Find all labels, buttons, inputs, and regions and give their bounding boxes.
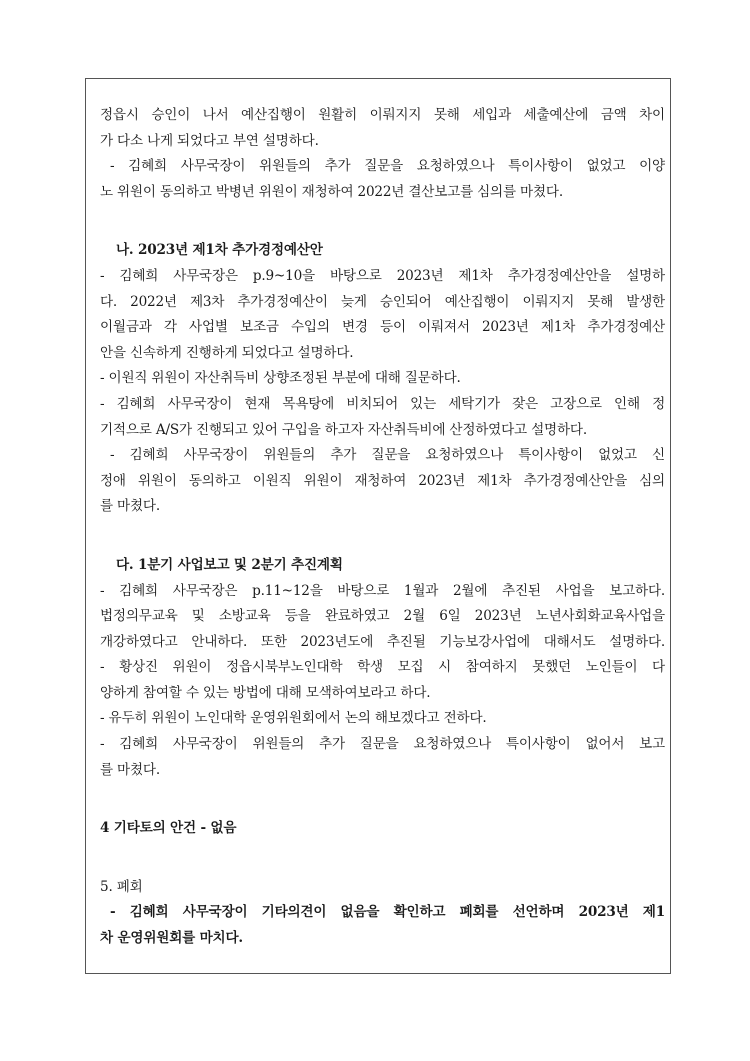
paragraph-line: 개강하였다고 안내하다. 또한 2023년도에 추진될 기능보강사업에 대해서도 설명하다.	[100, 633, 665, 650]
paragraph-line: - 김혜희 사무국장이 위원들의 추가 질문을 요청하였으나 특이사항이 없어서 보고	[100, 736, 665, 753]
paragraph-line: 다. 2022년 제3차 추가경정예산이 늦게 승인되어 예산집행이 이뤄지지 못해 발생한	[100, 293, 665, 310]
paragraph-line: - 황상진 위원이 정읍시북부노인대학 학생 모집 시 참여하지 못했던 노인들이 다	[100, 659, 665, 676]
document-body	[100, 103, 665, 952]
paragraph-line: - 김혜희 사무국장이 위원들의 추가 질문을 요청하였으나 특이사항이 없었고 이양	[110, 158, 665, 175]
section-heading-5: 5. 폐회	[100, 878, 143, 895]
paragraph-line: - 유두히 위원이 노인대학 운영위원회에서 논의 해보겠다고 전하다.	[100, 710, 487, 727]
paragraph-line: 를 마쳤다.	[100, 761, 160, 778]
paragraph-line: 정애 위원이 동의하고 이원직 위원이 재청하여 2023년 제1차 추가경정예산안을 심의	[100, 472, 665, 489]
paragraph-line: 차 운영위원회를 마치다.	[100, 930, 243, 947]
paragraph-line: 기적으로 A/S가 진행되고 있어 구입을 하고자 자산취득비에 산정하였다고 설명하다.	[100, 421, 587, 438]
section-heading-na: 나. 2023년 제1차 추가경정예산안	[116, 242, 323, 259]
section-heading-4: 4 기타토의 안건 - 없음	[100, 820, 237, 837]
paragraph-line: 안을 신속하게 진행하게 되었다고 설명하다.	[100, 344, 354, 361]
paragraph-line: 이월금과 각 사업별 보조금 수입의 변경 등이 이뤄져서 2023년 제1차 추가경정예산	[100, 319, 665, 336]
paragraph-line: - 김혜희 사무국장은 p.11~12을 바탕으로 1월과 2월에 추진된 사업을 보고하다.	[100, 582, 665, 599]
paragraph-line: 를 마쳤다.	[100, 498, 160, 515]
paragraph-line: - 김혜희 사무국장이 현재 목욕탕에 비치되어 있는 세탁기가 잦은 고장으로 인해 정	[100, 395, 665, 412]
paragraph-line: 법정의무교육 및 소방교육 등을 완료하였고 2월 6일 2023년 노년사회화교육사업을	[100, 608, 665, 625]
paragraph-line: - 이원직 위원이 자산취득비 상향조정된 부분에 대해 질문하다.	[100, 370, 461, 387]
paragraph-line: 정읍시 승인이 나서 예산집행이 원활히 이뤄지지 못해 세입과 세출예산에 금액 차이	[100, 107, 665, 123]
paragraph-line: 가 다소 나게 되었다고 부연 설명하다.	[100, 132, 319, 149]
paragraph-line: - 김혜희 사무국장은 p.9~10을 바탕으로 2023년 제1차 추가경정예산안을 설명하	[100, 267, 665, 284]
paragraph-line: - 김혜희 사무국장이 위원들의 추가 질문을 요청하였으나 특이사항이 없었고 신	[110, 447, 665, 464]
paragraph-line: - 김혜희 사무국장이 기타의견이 없음을 확인하고 폐회를 선언하며 2023년 제1	[110, 904, 665, 921]
section-heading-da: 다. 1분기 사업보고 및 2분기 추진계획	[116, 556, 343, 573]
paragraph-line: 양하게 참여할 수 있는 방법에 대해 모색하여보라고 하다.	[100, 684, 431, 701]
paragraph-line: 노 위원이 동의하고 박병년 위원이 재청하여 2022년 결산보고를 심의를 마쳤다.	[100, 183, 563, 200]
